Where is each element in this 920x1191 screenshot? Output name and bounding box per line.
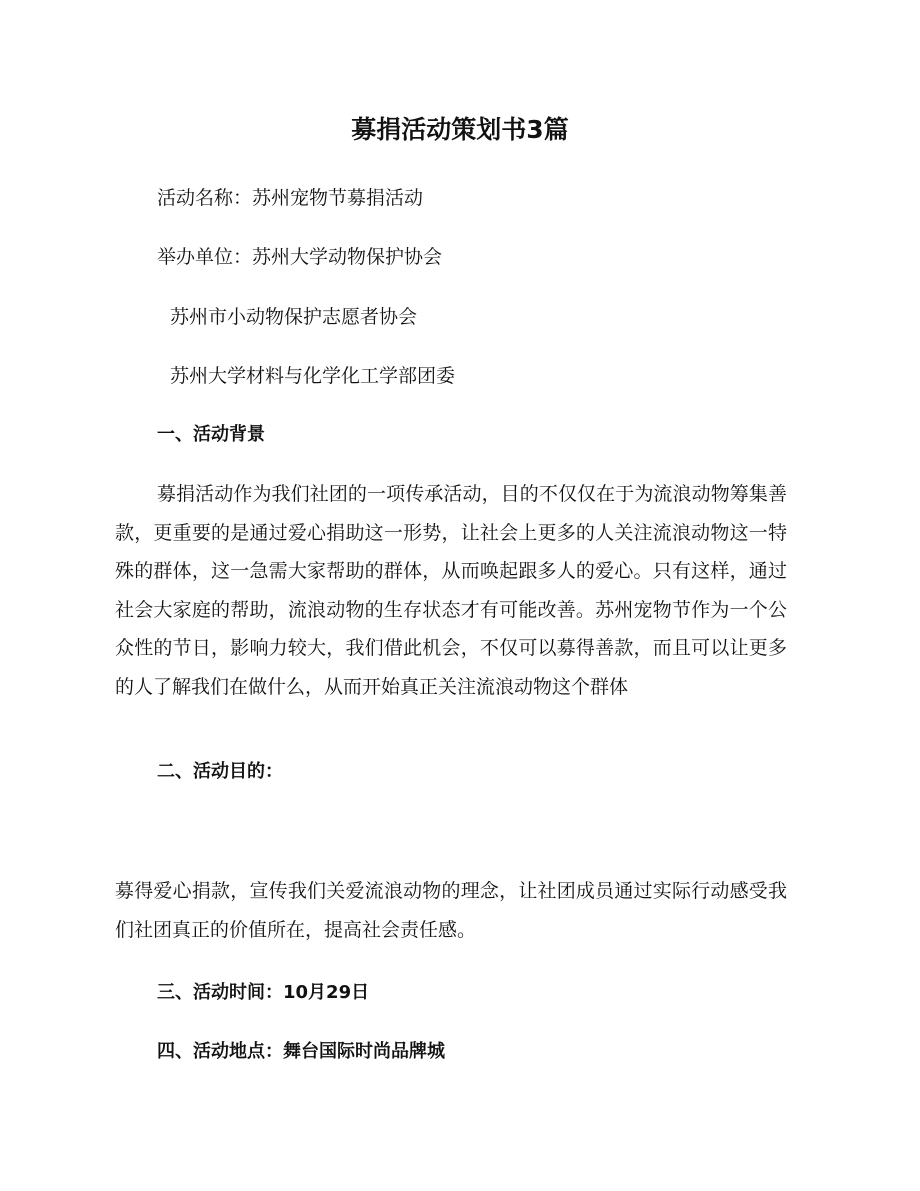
section-background-body: 募捐活动作为我们社团的一项传承活动，目的不仅仅在于为流浪动物筹集善款，更重要的是通过爱心捐助这一形势，让社会上更多的人关注流浪动物这一特殊的群体，这一急需大家帮助的群体，从而唤起跟多人的爱心。只有这样，通过社会大家庭的帮助，流浪动物的生存状态才有可能改善。苏州宠物节作为一个公众性的节日，影响力较大，我们借此机会，不仅可以募得善款，而且可以让更多的人了解我们在做什么，从而开始真正关注流浪动物这个群体	[115, 483, 787, 698]
organizer-2: 苏州市小动物保护志愿者协会	[170, 306, 418, 328]
section-purpose-body: 募得爱心捐款，宣传我们关爱流浪动物的理念，让社团成员通过实际行动感受我们社团真正的价值所在，提高社会责任感。	[115, 880, 787, 941]
section-background-heading: 一、活动背景	[157, 424, 265, 445]
section-location-heading: 四、活动地点：舞台国际时尚品牌城	[157, 1041, 445, 1062]
document-title: 募捐活动策划书3篇	[351, 115, 569, 144]
organizer-3: 苏州大学材料与化学化工学部团委	[170, 365, 456, 387]
activity-name-line: 活动名称：苏州宠物节募捐活动	[157, 187, 424, 209]
organizer-line: 举办单位：苏州大学动物保护协会	[157, 246, 443, 268]
section-time-heading: 三、活动时间：10月29日	[157, 982, 370, 1003]
section-purpose-heading: 二、活动目的：	[157, 761, 283, 782]
